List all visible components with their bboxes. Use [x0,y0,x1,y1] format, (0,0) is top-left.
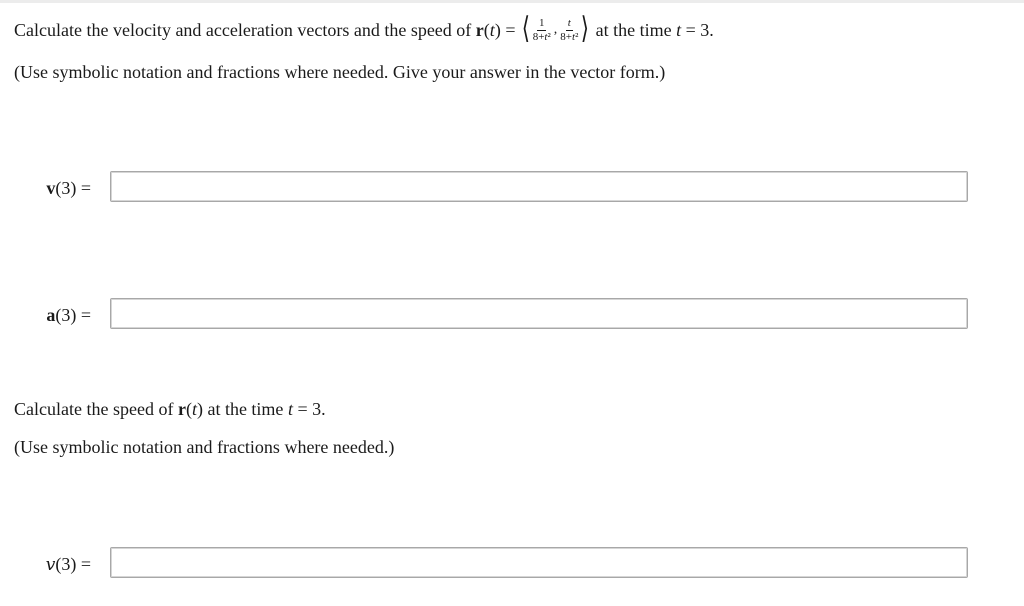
right-angle-bracket: ⟩ [581,11,590,46]
vector-separator: , [553,22,558,37]
velocity-row [0,171,1024,205]
function-r: r [475,20,484,41]
function-r: r [177,399,186,419]
velocity-answer-input[interactable] [110,171,968,202]
speed-row [0,547,1024,581]
question2-text: Calculate the speed of [14,399,178,419]
question1-prompt [14,11,714,47]
question2-prompt [14,398,326,420]
time-variable: t [287,399,293,419]
fraction-component-2 [560,18,578,43]
fraction-2-denominator: 8+t² [560,30,579,43]
fraction-component-1 [533,18,551,43]
question1-note: (Use symbolic notation and fractions where needed. Give your answer in the vector form.) [14,62,666,82]
left-angle-bracket: ⟨ [521,11,530,46]
fraction-2-numerator: t [567,16,571,29]
function-arg: (t) [185,399,203,419]
question2-time-text: at the time [202,399,288,419]
velocity-label: v(3) = [46,178,91,198]
speed-answer-input[interactable] [110,547,968,578]
question2-note: (Use symbolic notation and fractions where needed.) [14,437,395,457]
position-vector [520,11,591,46]
acceleration-row [0,298,1024,332]
speed-label: v(3) = [45,554,91,575]
time-value: = 3. [292,399,326,419]
fraction-1-denominator: 8+t² [532,30,551,43]
question1-time-text: at the time [591,20,677,41]
function-arg: (t) [483,20,501,41]
top-divider [0,0,1024,3]
equals-sign: = [500,20,520,41]
acceleration-label: a(3) = [46,305,91,325]
question1-text: Calculate the velocity and acceleration vectors and the speed of [14,20,476,41]
time-value: = 3. [681,20,714,41]
time-variable: t [676,20,682,41]
acceleration-answer-input[interactable] [110,298,968,329]
fraction-1-numerator: 1 [538,16,545,29]
